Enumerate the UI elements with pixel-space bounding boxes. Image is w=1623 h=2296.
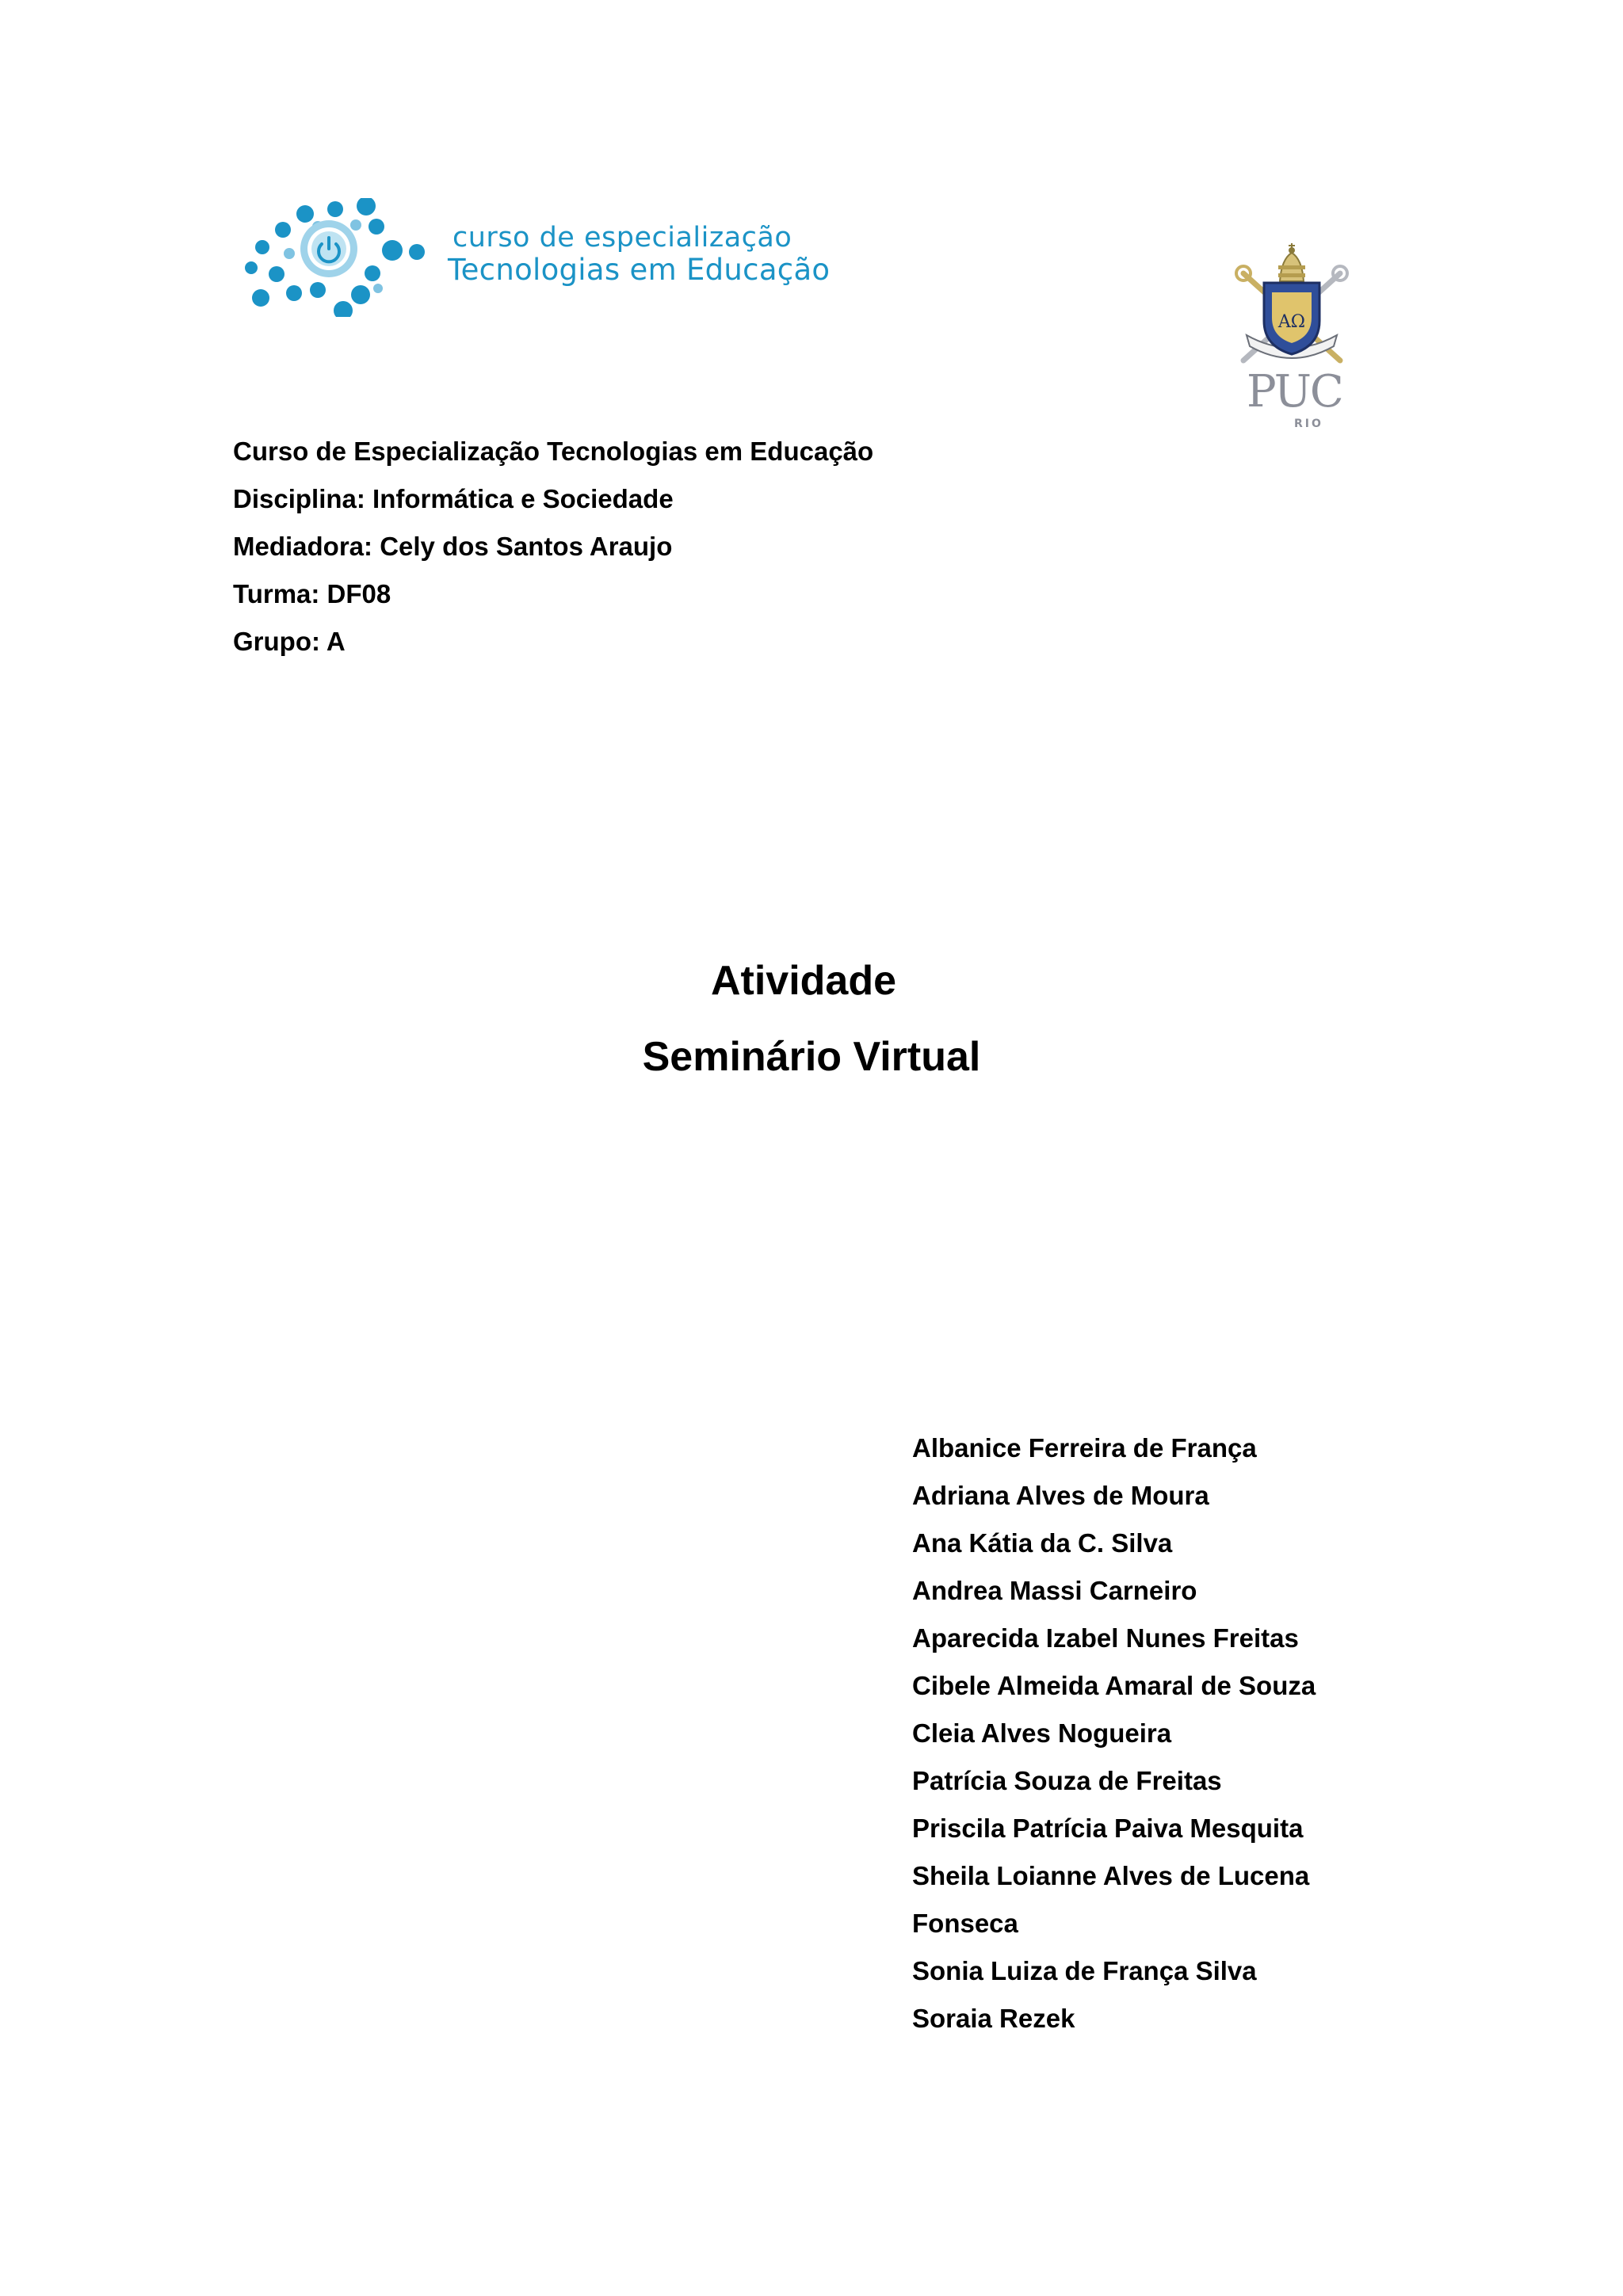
list-item: Andrea Massi Carneiro (912, 1576, 1197, 1605)
course-info (233, 428, 873, 666)
member-list (912, 1425, 1316, 2042)
title-line-2: Seminário Virtual (642, 1034, 981, 1080)
discipline: Disciplina: Informática e Sociedade (233, 484, 674, 513)
list-item: Sheila Loianne Alves de Lucena (912, 1861, 1310, 1890)
title-line-1: Atividade (710, 958, 897, 1004)
list-item: Sonia Luiza de França Silva (912, 1956, 1257, 1985)
list-item: Adriana Alves de Moura (912, 1481, 1209, 1510)
list-item: Albanice Ferreira de França (912, 1433, 1257, 1463)
list-item: Aparecida Izabel Nunes Freitas (912, 1623, 1299, 1653)
rio-wordmark: RIO (1294, 418, 1323, 430)
puc-coat-of-arms-icon (1232, 242, 1351, 368)
document-title (0, 943, 1623, 1095)
puc-wordmark: PUC (1247, 366, 1342, 418)
mediator: Mediadora: Cely dos Santos Araujo (233, 532, 673, 561)
list-item: Soraia Rezek (912, 2004, 1075, 2033)
list-item: Priscila Patrícia Paiva Mesquita (912, 1814, 1304, 1843)
list-item: Fonseca (912, 1909, 1018, 1938)
course-logo (242, 198, 860, 317)
class: Turma: DF08 (233, 579, 391, 608)
svg-text:ΑΩ: ΑΩ (1277, 312, 1306, 332)
list-item: Cibele Almeida Amaral de Souza (912, 1671, 1316, 1700)
course-name: Curso de Especialização Tecnologias em Educação (233, 437, 874, 466)
list-item: Cleia Alves Nogueira (912, 1718, 1172, 1748)
course-wordmark (448, 222, 830, 287)
list-item: Patrícia Souza de Freitas (912, 1766, 1222, 1795)
wordmark-line-2: Tecnologias em Educação (448, 253, 831, 287)
group: Grupo: A (233, 627, 346, 656)
course-emblem-icon (242, 198, 432, 317)
list-item: Ana Kátia da C. Silva (912, 1528, 1173, 1558)
wordmark-line-1: curso de especialização (453, 222, 792, 254)
puc-rio-logo (1232, 242, 1351, 440)
